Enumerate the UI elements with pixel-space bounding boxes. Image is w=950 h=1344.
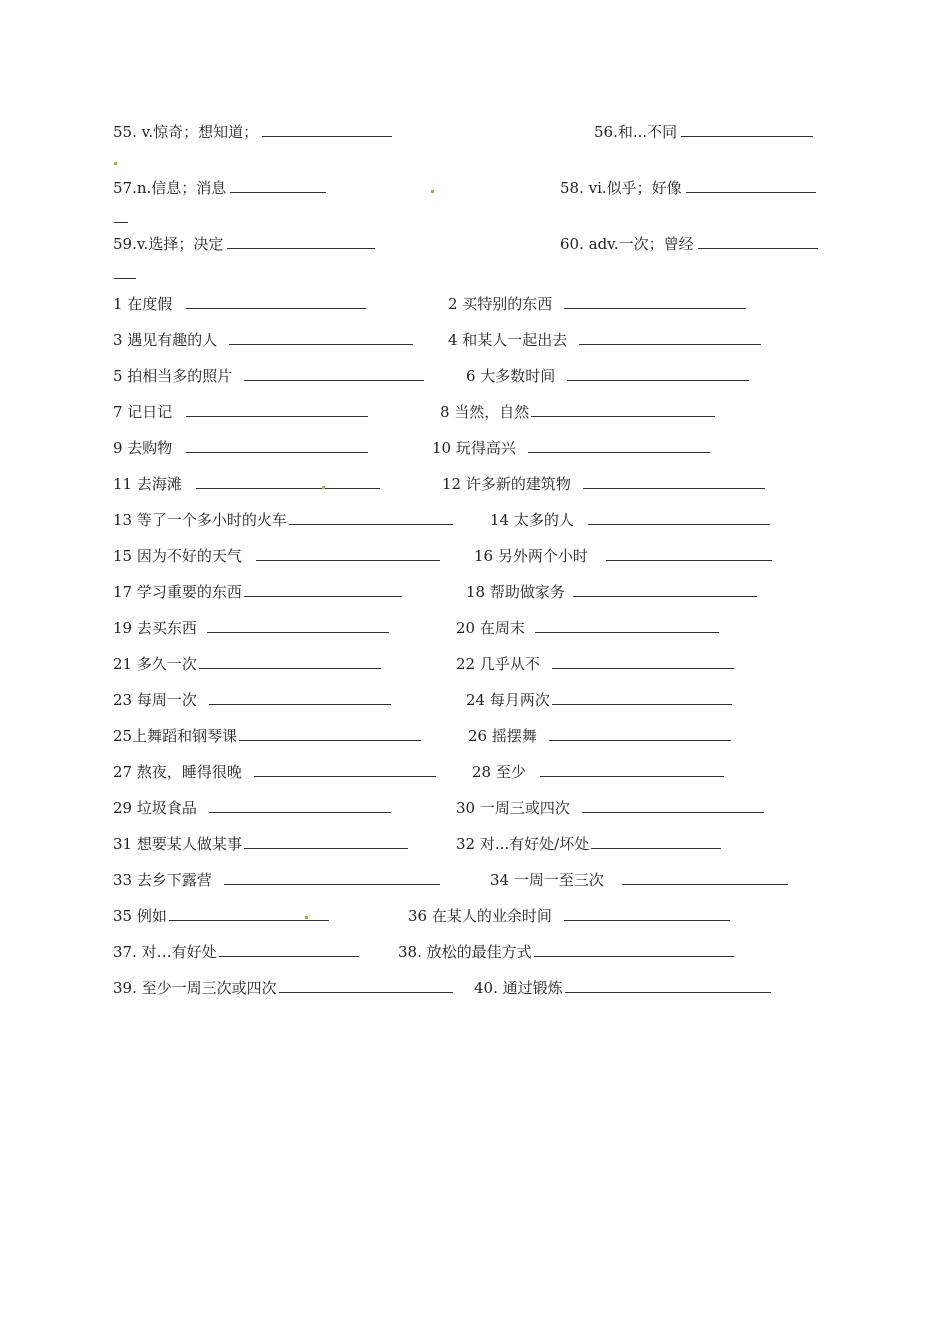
phrase-label: 23 每周一次 xyxy=(113,691,197,709)
phrase-label: 32 对...有好处/坏处 xyxy=(456,835,590,853)
phrase-item-39 xyxy=(113,978,453,998)
phrase-label: 37. 对…有好处 xyxy=(113,943,217,961)
phrase-item-20 xyxy=(456,618,719,638)
phrase-label: 4 和某人一起出去 xyxy=(448,331,568,349)
answer-blank xyxy=(681,122,813,137)
phrase-label: 31 想要某人做某事 xyxy=(113,835,242,853)
answer-blank xyxy=(289,510,453,525)
answer-blank xyxy=(239,726,421,741)
answer-blank xyxy=(244,834,408,849)
phrase-label: 1 在度假 xyxy=(113,295,173,313)
phrase-item-25 xyxy=(113,726,421,746)
phrase-label: 7 记日记 xyxy=(113,403,173,421)
phrase-item-14 xyxy=(490,510,770,530)
phrase-item-18 xyxy=(466,582,757,602)
phrase-item-17 xyxy=(113,582,402,602)
answer-blank xyxy=(224,870,440,885)
phrase-item-23 xyxy=(113,690,391,710)
answer-blank xyxy=(186,402,368,417)
answer-blank xyxy=(254,762,436,777)
phrase-label: 10 玩得高兴 xyxy=(432,439,516,457)
phrase-item-34 xyxy=(490,870,788,890)
phrase-item-35 xyxy=(113,906,329,926)
phrase-label: 2 买特别的东西 xyxy=(448,295,553,313)
answer-blank xyxy=(256,546,440,561)
phrase-item-11 xyxy=(113,474,380,494)
phrase-item-36 xyxy=(408,906,730,926)
phrase-label: 28 至少 xyxy=(472,763,526,781)
phrase-item-16 xyxy=(474,546,772,566)
phrase-label: 13 等了一个多小时的火车 xyxy=(113,511,287,529)
answer-blank xyxy=(588,510,770,525)
answer-blank xyxy=(227,234,375,249)
answer-blank xyxy=(244,582,402,597)
phrase-item-32 xyxy=(456,834,721,854)
phrase-item-2 xyxy=(448,294,746,314)
phrase-label: 9 去购物 xyxy=(113,439,173,457)
answer-blank xyxy=(579,330,761,345)
answer-blank xyxy=(209,798,391,813)
vocab-item-56 xyxy=(594,122,813,142)
phrase-label: 19 去买东西 xyxy=(113,619,197,637)
phrase-item-31 xyxy=(113,834,408,854)
answer-blank xyxy=(698,234,818,249)
answer-blank xyxy=(552,690,732,705)
phrase-item-7 xyxy=(113,402,368,422)
answer-blank xyxy=(186,438,368,453)
vocab-item-60 xyxy=(560,234,818,254)
phrase-label: 25上舞蹈和钢琴课 xyxy=(113,727,238,745)
speck-mark xyxy=(305,916,308,919)
phrase-label: 5 拍相当多的照片 xyxy=(113,367,233,385)
answer-blank xyxy=(230,178,326,193)
phrase-label: 20 在周末 xyxy=(456,619,525,637)
phrase-item-4 xyxy=(448,330,761,350)
answer-blank xyxy=(567,366,749,381)
phrase-label: 3 遇见有趣的人 xyxy=(113,331,218,349)
phrase-label: 30 一周三或四次 xyxy=(456,799,570,817)
phrase-item-30 xyxy=(456,798,764,818)
phrase-label: 24 每月两次 xyxy=(466,691,550,709)
phrase-item-5 xyxy=(113,366,424,386)
answer-blank xyxy=(534,942,734,957)
phrase-label: 29 垃圾食品 xyxy=(113,799,197,817)
speck-mark xyxy=(431,190,434,193)
vocab-item-59 xyxy=(113,234,375,254)
answer-blank xyxy=(196,474,380,489)
speck-mark xyxy=(322,486,325,489)
answer-blank xyxy=(531,402,715,417)
phrase-label: 27 熬夜，睡得很晚 xyxy=(113,763,242,781)
phrase-item-28 xyxy=(472,762,724,782)
answer-blank xyxy=(219,942,359,957)
phrase-item-15 xyxy=(113,546,440,566)
phrase-label: 18 帮助做家务 xyxy=(466,583,565,601)
answer-blank xyxy=(535,618,719,633)
vocab-item-57 xyxy=(113,178,326,198)
answer-blank-continuation xyxy=(114,222,128,224)
answer-blank xyxy=(582,798,764,813)
answer-blank xyxy=(279,978,453,993)
phrase-item-38 xyxy=(398,942,734,962)
vocab-label: 55. v.惊奇；想知道； xyxy=(113,123,259,141)
phrase-label: 35 例如 xyxy=(113,907,167,925)
answer-blank xyxy=(564,294,746,309)
vocab-item-58 xyxy=(560,178,816,198)
answer-blank-continuation xyxy=(114,278,136,280)
answer-blank xyxy=(591,834,721,849)
answer-blank xyxy=(186,294,366,309)
answer-blank xyxy=(528,438,710,453)
phrase-label: 38. 放松的最佳方式 xyxy=(398,943,532,961)
phrase-item-37 xyxy=(113,942,359,962)
phrase-item-12 xyxy=(442,474,765,494)
phrase-item-9 xyxy=(113,438,368,458)
phrase-item-10 xyxy=(432,438,710,458)
vocab-label: 60. adv.一次；曾经 xyxy=(560,235,694,253)
phrase-label: 22 几乎从不 xyxy=(456,655,540,673)
phrase-label: 36 在某人的业余时间 xyxy=(408,907,552,925)
answer-blank xyxy=(540,762,724,777)
phrase-item-3 xyxy=(113,330,413,350)
answer-blank xyxy=(229,330,413,345)
phrase-label: 21 多久一次 xyxy=(113,655,197,673)
answer-blank xyxy=(583,474,765,489)
phrase-item-24 xyxy=(466,690,732,710)
answer-blank xyxy=(552,654,734,669)
phrase-item-27 xyxy=(113,762,436,782)
phrase-label: 33 去乡下露营 xyxy=(113,871,212,889)
phrase-label: 34 一周一至三次 xyxy=(490,871,604,889)
phrase-item-13 xyxy=(113,510,453,530)
phrase-item-26 xyxy=(468,726,731,746)
phrase-item-29 xyxy=(113,798,391,818)
phrase-label: 40. 通过锻炼 xyxy=(474,979,563,997)
phrase-label: 12 许多新的建筑物 xyxy=(442,475,571,493)
phrase-label: 39. 至少一周三次或四次 xyxy=(113,979,277,997)
answer-blank xyxy=(262,122,392,137)
phrase-item-33 xyxy=(113,870,440,890)
vocab-label: 57.n.信息；消息 xyxy=(113,179,227,197)
phrase-label: 15 因为不好的天气 xyxy=(113,547,242,565)
phrase-label: 11 去海滩 xyxy=(113,475,182,493)
phrase-label: 6 大多数时间 xyxy=(466,367,556,385)
phrase-label: 16 另外两个小时 xyxy=(474,547,588,565)
answer-blank xyxy=(549,726,731,741)
answer-blank xyxy=(686,178,816,193)
answer-blank xyxy=(622,870,788,885)
phrase-label: 26 摇摆舞 xyxy=(468,727,537,745)
answer-blank xyxy=(207,618,389,633)
phrase-item-22 xyxy=(456,654,734,674)
answer-blank xyxy=(199,654,381,669)
answer-blank xyxy=(573,582,757,597)
answer-blank xyxy=(244,366,424,381)
answer-blank xyxy=(606,546,772,561)
speck-mark xyxy=(114,162,117,165)
vocab-label: 59.v.选择；决定 xyxy=(113,235,224,253)
phrase-item-40 xyxy=(474,978,771,998)
phrase-item-8 xyxy=(440,402,715,422)
phrase-item-19 xyxy=(113,618,389,638)
phrase-label: 8 当然，自然 xyxy=(440,403,530,421)
vocab-label: 58. vi.似乎；好像 xyxy=(560,179,682,197)
phrase-label: 14 太多的人 xyxy=(490,511,574,529)
answer-blank xyxy=(209,690,391,705)
phrase-item-21 xyxy=(113,654,381,674)
answer-blank xyxy=(564,906,730,921)
phrase-label: 17 学习重要的东西 xyxy=(113,583,242,601)
phrase-item-6 xyxy=(466,366,749,386)
vocab-item-55 xyxy=(113,122,392,142)
vocab-label: 56.和...不同 xyxy=(594,123,678,141)
phrase-item-1 xyxy=(113,294,366,314)
answer-blank xyxy=(565,978,771,993)
